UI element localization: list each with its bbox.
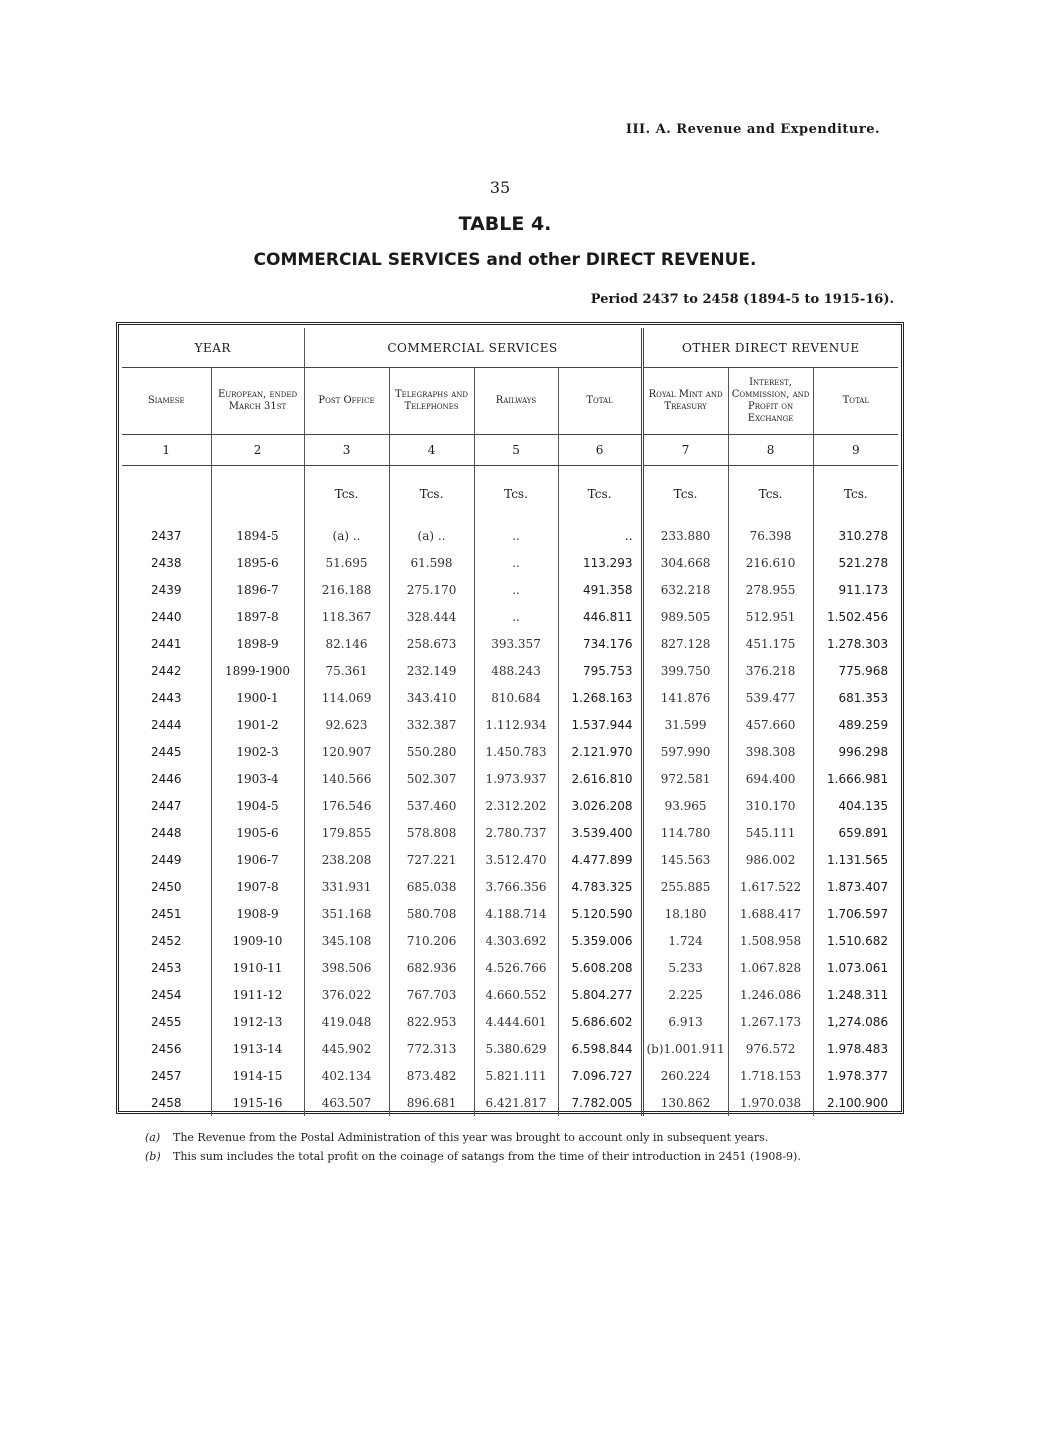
cell-siamese-year: 2458 [150, 1095, 182, 1110]
cell-post-office: (a) .. [304, 522, 389, 549]
cell-interest: 1.246.086 [728, 981, 813, 1008]
column-number: 9 [813, 435, 898, 466]
footnote-mark: (a) [145, 1131, 161, 1144]
cell-post-office: 345.108 [304, 927, 389, 954]
cell-siamese-year: 2437 [150, 528, 182, 543]
column-number: 5 [474, 435, 558, 466]
cell-other-total: 489.259 [813, 711, 898, 738]
cell-telegraphs: 578.808 [389, 819, 474, 846]
cell-telegraphs: 772.313 [389, 1035, 474, 1062]
cell-european-year: 1909-10 [211, 927, 304, 954]
table-row [122, 657, 898, 684]
cell-telegraphs: 580.708 [389, 900, 474, 927]
cell-royal-mint: 93.965 [642, 792, 728, 819]
cell-telegraphs: 328.444 [389, 603, 474, 630]
cell-telegraphs: (a) .. [389, 522, 474, 549]
cell-post-office: 445.902 [304, 1035, 389, 1062]
footnote-a [145, 1128, 801, 1147]
cell-post-office: 114.069 [304, 684, 389, 711]
cell-other-total: 1.502.456 [813, 603, 898, 630]
table-row [122, 1008, 898, 1035]
cell-post-office: 92.623 [304, 711, 389, 738]
cell-other-total: 2.100.900 [813, 1089, 898, 1116]
cell-commercial-total: 446.811 [558, 603, 642, 630]
footnote-text: The Revenue from the Postal Administration of this year was brought to account only in subsequent years. [173, 1131, 769, 1144]
cell-siamese-year: 2443 [150, 690, 182, 705]
cell-other-total: 1.978.483 [813, 1035, 898, 1062]
cell-other-total: 521.278 [813, 549, 898, 576]
cell-other-total: 996.298 [813, 738, 898, 765]
cell-european-year: 1915-16 [211, 1089, 304, 1116]
cell-siamese-year: 2441 [150, 636, 182, 651]
cell-siamese-year: 2448 [150, 825, 182, 840]
cell-interest: 1.267.173 [728, 1008, 813, 1035]
cell-other-total: 681.353 [813, 684, 898, 711]
cell-european-year: 1912-13 [211, 1008, 304, 1035]
cell-european-year: 1896-7 [211, 576, 304, 603]
table-row [122, 630, 898, 657]
cell-european-year: 1914-15 [211, 1062, 304, 1089]
cell-other-total: 1.706.597 [813, 900, 898, 927]
cell-telegraphs: 550.280 [389, 738, 474, 765]
table-row [122, 792, 898, 819]
footnotes [145, 1128, 801, 1166]
cell-railways: 6.421.817 [474, 1089, 558, 1116]
cell-interest: 278.955 [728, 576, 813, 603]
cell-interest: 1.067.828 [728, 954, 813, 981]
cell-post-office: 419.048 [304, 1008, 389, 1035]
cell-railways: .. [474, 549, 558, 576]
cell-european-year: 1913-14 [211, 1035, 304, 1062]
cell-post-office: 238.208 [304, 846, 389, 873]
cell-railways: 1.112.934 [474, 711, 558, 738]
cell-commercial-total: 5.120.590 [558, 900, 642, 927]
cell-royal-mint: 114.780 [642, 819, 728, 846]
column-number: 6 [558, 435, 642, 466]
cell-interest: 376.218 [728, 657, 813, 684]
table-row [122, 873, 898, 900]
cell-post-office: 120.907 [304, 738, 389, 765]
cell-siamese-year: 2456 [150, 1041, 182, 1056]
cell-post-office: 75.361 [304, 657, 389, 684]
cell-european-year: 1900-1 [211, 684, 304, 711]
table-row [122, 576, 898, 603]
column-number: 2 [211, 435, 304, 466]
period-caption: Period 2437 to 2458 (1894-5 to 1915-16). [590, 292, 894, 307]
table-title: TABLE 4. [458, 213, 552, 235]
cell-railways: 4.188.714 [474, 900, 558, 927]
cell-royal-mint: 18.180 [642, 900, 728, 927]
cell-royal-mint: 5.233 [642, 954, 728, 981]
cell-post-office: 82.146 [304, 630, 389, 657]
cell-other-total: 1.278.303 [813, 630, 898, 657]
col-header-other-total: Total [813, 368, 898, 435]
table-row [122, 954, 898, 981]
cell-post-office: 176.546 [304, 792, 389, 819]
cell-other-total: 1.131.565 [813, 846, 898, 873]
cell-railways: 5.821.111 [474, 1062, 558, 1089]
cell-commercial-total: 113.293 [558, 549, 642, 576]
cell-railways: 488.243 [474, 657, 558, 684]
cell-royal-mint: 972.581 [642, 765, 728, 792]
column-number: 8 [728, 435, 813, 466]
cell-commercial-total: 3.026.208 [558, 792, 642, 819]
cell-commercial-total: 3.539.400 [558, 819, 642, 846]
cell-commercial-total: 5.686.602 [558, 1008, 642, 1035]
cell-european-year: 1894-5 [211, 522, 304, 549]
cell-interest: 457.660 [728, 711, 813, 738]
cell-telegraphs: 873.482 [389, 1062, 474, 1089]
cell-other-total: 1.073.061 [813, 954, 898, 981]
unit-label: Tcs. [558, 466, 642, 523]
cell-telegraphs: 332.387 [389, 711, 474, 738]
cell-railways: 2.780.737 [474, 819, 558, 846]
cell-interest: 216.610 [728, 549, 813, 576]
col-header-royal-mint: Royal Mint and Treasury [642, 368, 728, 435]
cell-telegraphs: 275.170 [389, 576, 474, 603]
group-year: YEAR [122, 328, 304, 368]
cell-european-year: 1901-2 [211, 711, 304, 738]
cell-interest: 1.970.038 [728, 1089, 813, 1116]
table-row [122, 603, 898, 630]
revenue-table [122, 328, 898, 1116]
cell-telegraphs: 682.936 [389, 954, 474, 981]
cell-siamese-year: 2447 [150, 798, 182, 813]
cell-royal-mint: 2.225 [642, 981, 728, 1008]
cell-siamese-year: 2454 [150, 987, 182, 1002]
cell-european-year: 1911-12 [211, 981, 304, 1008]
cell-other-total: 1.978.377 [813, 1062, 898, 1089]
column-number: 7 [642, 435, 728, 466]
unit-label: Tcs. [813, 466, 898, 523]
cell-railways: 1.973.937 [474, 765, 558, 792]
cell-post-office: 118.367 [304, 603, 389, 630]
cell-interest: 539.477 [728, 684, 813, 711]
table-row [122, 819, 898, 846]
cell-siamese-year: 2444 [150, 717, 182, 732]
cell-siamese-year: 2453 [150, 960, 182, 975]
unit-row [122, 466, 898, 523]
cell-commercial-total: 2.121.970 [558, 738, 642, 765]
unit-label: Tcs. [474, 466, 558, 523]
cell-other-total: 659.891 [813, 819, 898, 846]
cell-interest: 986.002 [728, 846, 813, 873]
cell-siamese-year: 2445 [150, 744, 182, 759]
cell-other-total: 1.510.682 [813, 927, 898, 954]
cell-railways: 1.450.783 [474, 738, 558, 765]
cell-royal-mint: 233.880 [642, 522, 728, 549]
cell-telegraphs: 537.460 [389, 792, 474, 819]
cell-railways: .. [474, 603, 558, 630]
cell-european-year: 1908-9 [211, 900, 304, 927]
cell-siamese-year: 2438 [150, 555, 182, 570]
cell-european-year: 1906-7 [211, 846, 304, 873]
table-row [122, 900, 898, 927]
cell-telegraphs: 232.149 [389, 657, 474, 684]
cell-post-office: 51.695 [304, 549, 389, 576]
cell-railways: 2.312.202 [474, 792, 558, 819]
footnote-text: This sum includes the total profit on the coinage of satangs from the time of their introduction in 2451 (1908-9). [173, 1150, 801, 1163]
cell-european-year: 1895-6 [211, 549, 304, 576]
col-header-european: European, ended March 31st [211, 368, 304, 435]
cell-european-year: 1902-3 [211, 738, 304, 765]
cell-railways: 3.512.470 [474, 846, 558, 873]
cell-european-year: 1904-5 [211, 792, 304, 819]
cell-telegraphs: 343.410 [389, 684, 474, 711]
table-body [122, 435, 898, 1117]
cell-interest: 1.508.958 [728, 927, 813, 954]
col-header-post-office: Post Office [304, 368, 389, 435]
table-subtitle: COMMERCIAL SERVICES and other DIRECT REVENUE. [253, 250, 757, 270]
cell-commercial-total: 5.804.277 [558, 981, 642, 1008]
cell-royal-mint: 989.505 [642, 603, 728, 630]
cell-other-total: 1.873.407 [813, 873, 898, 900]
cell-interest: 1.718.153 [728, 1062, 813, 1089]
cell-royal-mint: 304.668 [642, 549, 728, 576]
cell-other-total: 404.135 [813, 792, 898, 819]
table-row [122, 738, 898, 765]
cell-interest: 76.398 [728, 522, 813, 549]
cell-interest: 694.400 [728, 765, 813, 792]
cell-siamese-year: 2455 [150, 1014, 182, 1029]
footnote-mark: (b) [145, 1150, 161, 1163]
cell-siamese-year: 2457 [150, 1068, 182, 1083]
cell-post-office: 376.022 [304, 981, 389, 1008]
cell-commercial-total: 1.268.163 [558, 684, 642, 711]
column-number: 1 [122, 435, 211, 466]
column-number: 4 [389, 435, 474, 466]
cell-other-total: 310.278 [813, 522, 898, 549]
cell-railways: .. [474, 576, 558, 603]
cell-interest: 512.951 [728, 603, 813, 630]
cell-telegraphs: 727.221 [389, 846, 474, 873]
cell-railways: 393.357 [474, 630, 558, 657]
column-number: 3 [304, 435, 389, 466]
cell-railways: 4.526.766 [474, 954, 558, 981]
cell-siamese-year: 2439 [150, 582, 182, 597]
cell-railways: 4.303.692 [474, 927, 558, 954]
running-title: III. A. Revenue and Expenditure. [625, 122, 880, 137]
cell-telegraphs: 61.598 [389, 549, 474, 576]
table-row [122, 846, 898, 873]
cell-royal-mint: 399.750 [642, 657, 728, 684]
cell-post-office: 179.855 [304, 819, 389, 846]
cell-commercial-total: 4.783.325 [558, 873, 642, 900]
cell-commercial-total: .. [558, 522, 642, 549]
cell-european-year: 1907-8 [211, 873, 304, 900]
cell-commercial-total: 1.537.944 [558, 711, 642, 738]
cell-interest: 1.688.417 [728, 900, 813, 927]
cell-telegraphs: 710.206 [389, 927, 474, 954]
cell-post-office: 402.134 [304, 1062, 389, 1089]
cell-other-total: 775.968 [813, 657, 898, 684]
cell-interest: 976.572 [728, 1035, 813, 1062]
cell-interest: 1.617.522 [728, 873, 813, 900]
group-other-direct-revenue: OTHER DIRECT REVENUE [642, 328, 898, 368]
col-header-siamese: Siamese [122, 368, 211, 435]
cell-telegraphs: 822.953 [389, 1008, 474, 1035]
col-header-telegraphs: Telegraphs and Telephones [389, 368, 474, 435]
cell-royal-mint: 141.876 [642, 684, 728, 711]
table-row [122, 765, 898, 792]
cell-european-year: 1898-9 [211, 630, 304, 657]
cell-royal-mint: 597.990 [642, 738, 728, 765]
cell-european-year: 1905-6 [211, 819, 304, 846]
cell-commercial-total: 491.358 [558, 576, 642, 603]
cell-post-office: 331.931 [304, 873, 389, 900]
cell-post-office: 216.188 [304, 576, 389, 603]
cell-siamese-year: 2440 [150, 609, 182, 624]
cell-siamese-year: 2450 [150, 879, 182, 894]
cell-siamese-year: 2452 [150, 933, 182, 948]
unit-label: Tcs. [642, 466, 728, 523]
table-row [122, 1089, 898, 1116]
cell-royal-mint: 6.913 [642, 1008, 728, 1035]
cell-post-office: 351.168 [304, 900, 389, 927]
cell-other-total: 1.248.311 [813, 981, 898, 1008]
cell-railways: .. [474, 522, 558, 549]
cell-commercial-total: 5.608.208 [558, 954, 642, 981]
cell-european-year: 1903-4 [211, 765, 304, 792]
cell-european-year: 1910-11 [211, 954, 304, 981]
cell-railways: 810.684 [474, 684, 558, 711]
table-row [122, 711, 898, 738]
group-commercial-services: COMMERCIAL SERVICES [304, 328, 642, 368]
cell-commercial-total: 2.616.810 [558, 765, 642, 792]
page-number: 35 [489, 178, 511, 197]
column-number-row [122, 435, 898, 466]
cell-interest: 545.111 [728, 819, 813, 846]
footnote-b [145, 1147, 801, 1166]
cell-railways: 4.444.601 [474, 1008, 558, 1035]
cell-other-total: 911.173 [813, 576, 898, 603]
cell-siamese-year: 2446 [150, 771, 182, 786]
cell-siamese-year: 2451 [150, 906, 182, 921]
table-row [122, 549, 898, 576]
cell-commercial-total: 4.477.899 [558, 846, 642, 873]
cell-royal-mint: 145.563 [642, 846, 728, 873]
col-header-railways: Railways [474, 368, 558, 435]
cell-telegraphs: 685.038 [389, 873, 474, 900]
cell-telegraphs: 258.673 [389, 630, 474, 657]
cell-railways: 4.660.552 [474, 981, 558, 1008]
cell-railways: 3.766.356 [474, 873, 558, 900]
cell-railways: 5.380.629 [474, 1035, 558, 1062]
cell-commercial-total: 7.782.005 [558, 1089, 642, 1116]
cell-commercial-total: 795.753 [558, 657, 642, 684]
unit-label: Tcs. [389, 466, 474, 523]
cell-other-total: 1,274.086 [813, 1008, 898, 1035]
table-row [122, 684, 898, 711]
cell-royal-mint: 632.218 [642, 576, 728, 603]
unit-label: Tcs. [728, 466, 813, 523]
table-row [122, 522, 898, 549]
cell-royal-mint: (b)1.001.911 [642, 1035, 728, 1062]
cell-siamese-year: 2449 [150, 852, 182, 867]
cell-telegraphs: 502.307 [389, 765, 474, 792]
cell-interest: 310.170 [728, 792, 813, 819]
cell-royal-mint: 1.724 [642, 927, 728, 954]
cell-royal-mint: 31.599 [642, 711, 728, 738]
col-header-commercial-total: Total [558, 368, 642, 435]
cell-interest: 451.175 [728, 630, 813, 657]
unit-label: Tcs. [304, 466, 389, 523]
table-row [122, 1035, 898, 1062]
cell-european-year: 1899-1900 [211, 657, 304, 684]
cell-post-office: 463.507 [304, 1089, 389, 1116]
col-header-interest: Interest, Commission, and Profit on Exchange [728, 368, 813, 435]
cell-interest: 398.308 [728, 738, 813, 765]
cell-royal-mint: 130.862 [642, 1089, 728, 1116]
cell-other-total: 1.666.981 [813, 765, 898, 792]
table-row [122, 1062, 898, 1089]
table-row [122, 981, 898, 1008]
table-row [122, 927, 898, 954]
cell-commercial-total: 5.359.006 [558, 927, 642, 954]
cell-royal-mint: 255.885 [642, 873, 728, 900]
cell-commercial-total: 7.096.727 [558, 1062, 642, 1089]
cell-telegraphs: 767.703 [389, 981, 474, 1008]
cell-commercial-total: 6.598.844 [558, 1035, 642, 1062]
cell-commercial-total: 734.176 [558, 630, 642, 657]
cell-post-office: 140.566 [304, 765, 389, 792]
cell-post-office: 398.506 [304, 954, 389, 981]
cell-european-year: 1897-8 [211, 603, 304, 630]
cell-royal-mint: 260.224 [642, 1062, 728, 1089]
cell-royal-mint: 827.128 [642, 630, 728, 657]
cell-siamese-year: 2442 [150, 663, 182, 678]
cell-telegraphs: 896.681 [389, 1089, 474, 1116]
